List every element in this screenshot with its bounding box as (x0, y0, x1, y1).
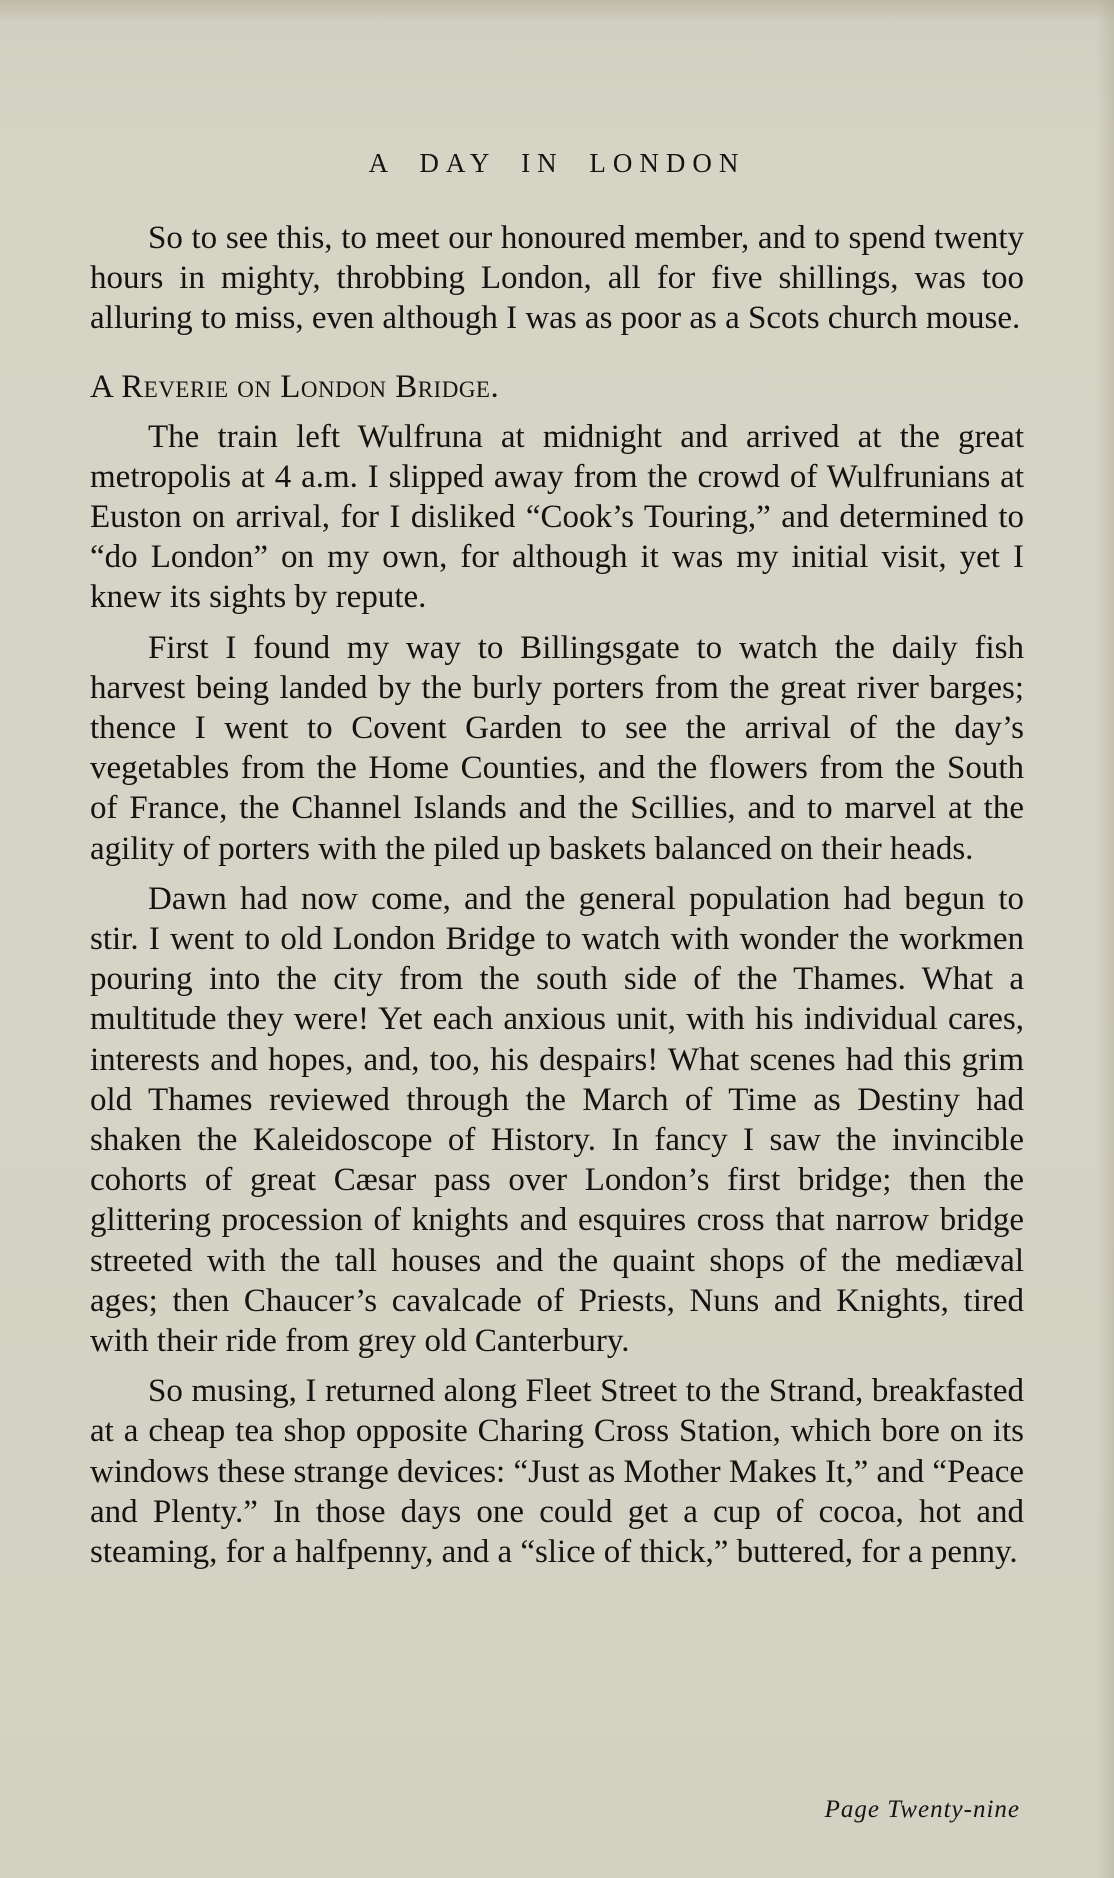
page-number: Page Twenty-nine (824, 1796, 1020, 1823)
paragraph-breakfast: So musing, I returned along Fleet Street to the Strand, breakfasted at a cheap tea shop opposite Charing Cross Station, which bore on its windows these strange devices: “Just as Mother Makes It,” and “Peace and Plenty.” In those days one could get a cup of cocoa, hot and steaming, for a halfpenny, and a “slice of thick,” buttered, for a penny. (90, 1373, 1024, 1571)
intro-paragraph: So to see this, to meet our honoured member, and to spend twenty hours in mighty, throbbing London, all for five shillings, was too alluring to miss, even although I was as poor as a Scots church mouse. (90, 220, 1024, 337)
paragraph-train-arrival: The train left Wulfruna at midnight and arrived at the great metropolis at 4 a.m. I slipped away from the crowd of Wulfrunians at Euston on arrival, for I disliked “Cook’s Touring,” and determined to “do London” on my own, for although it was my initial visit, yet I knew its sights by repute. (90, 418, 1024, 616)
paragraph-london-bridge: Dawn had now come, and the general population had begun to stir. I went to old London Bridge to watch with wonder the workmen pouring into the city from the south side of the Thames. What a multitude they were! Yet each anxious unit, with his individual cares, interests and hopes, and, too, his despairs! What scenes had this grim old Thames reviewed through the March of Time as Destiny had shaken the Kaleidoscope of History. In fancy I saw the invincible cohorts of great Cæsar pass over London’s first bridge; then the glittering procession of knights and esquires cross that narrow bridge streeted with the tall houses and the quaint shops of the mediæval ages; then Chaucer’s cavalcade of Priests, Nuns and Knights, tired with their ride from grey old Canterbury. (90, 880, 1024, 1360)
paragraph-markets: First I found my way to Billingsgate to watch the daily fish harvest being landed by the burly porters from the great river barges; thence I went to Covent Garden to see the arrival of the day’s vegetables from the Home Counties, and the flowers from the South of France, the Channel Islands and the Scillies, and to marvel at the agility of porters with the piled up baskets balanced on their heads. (90, 629, 1024, 867)
running-title: A DAY IN LONDON (368, 148, 746, 178)
section-heading: A Reverie on London Bridge. (90, 368, 500, 405)
body-text (90, 218, 1024, 1572)
